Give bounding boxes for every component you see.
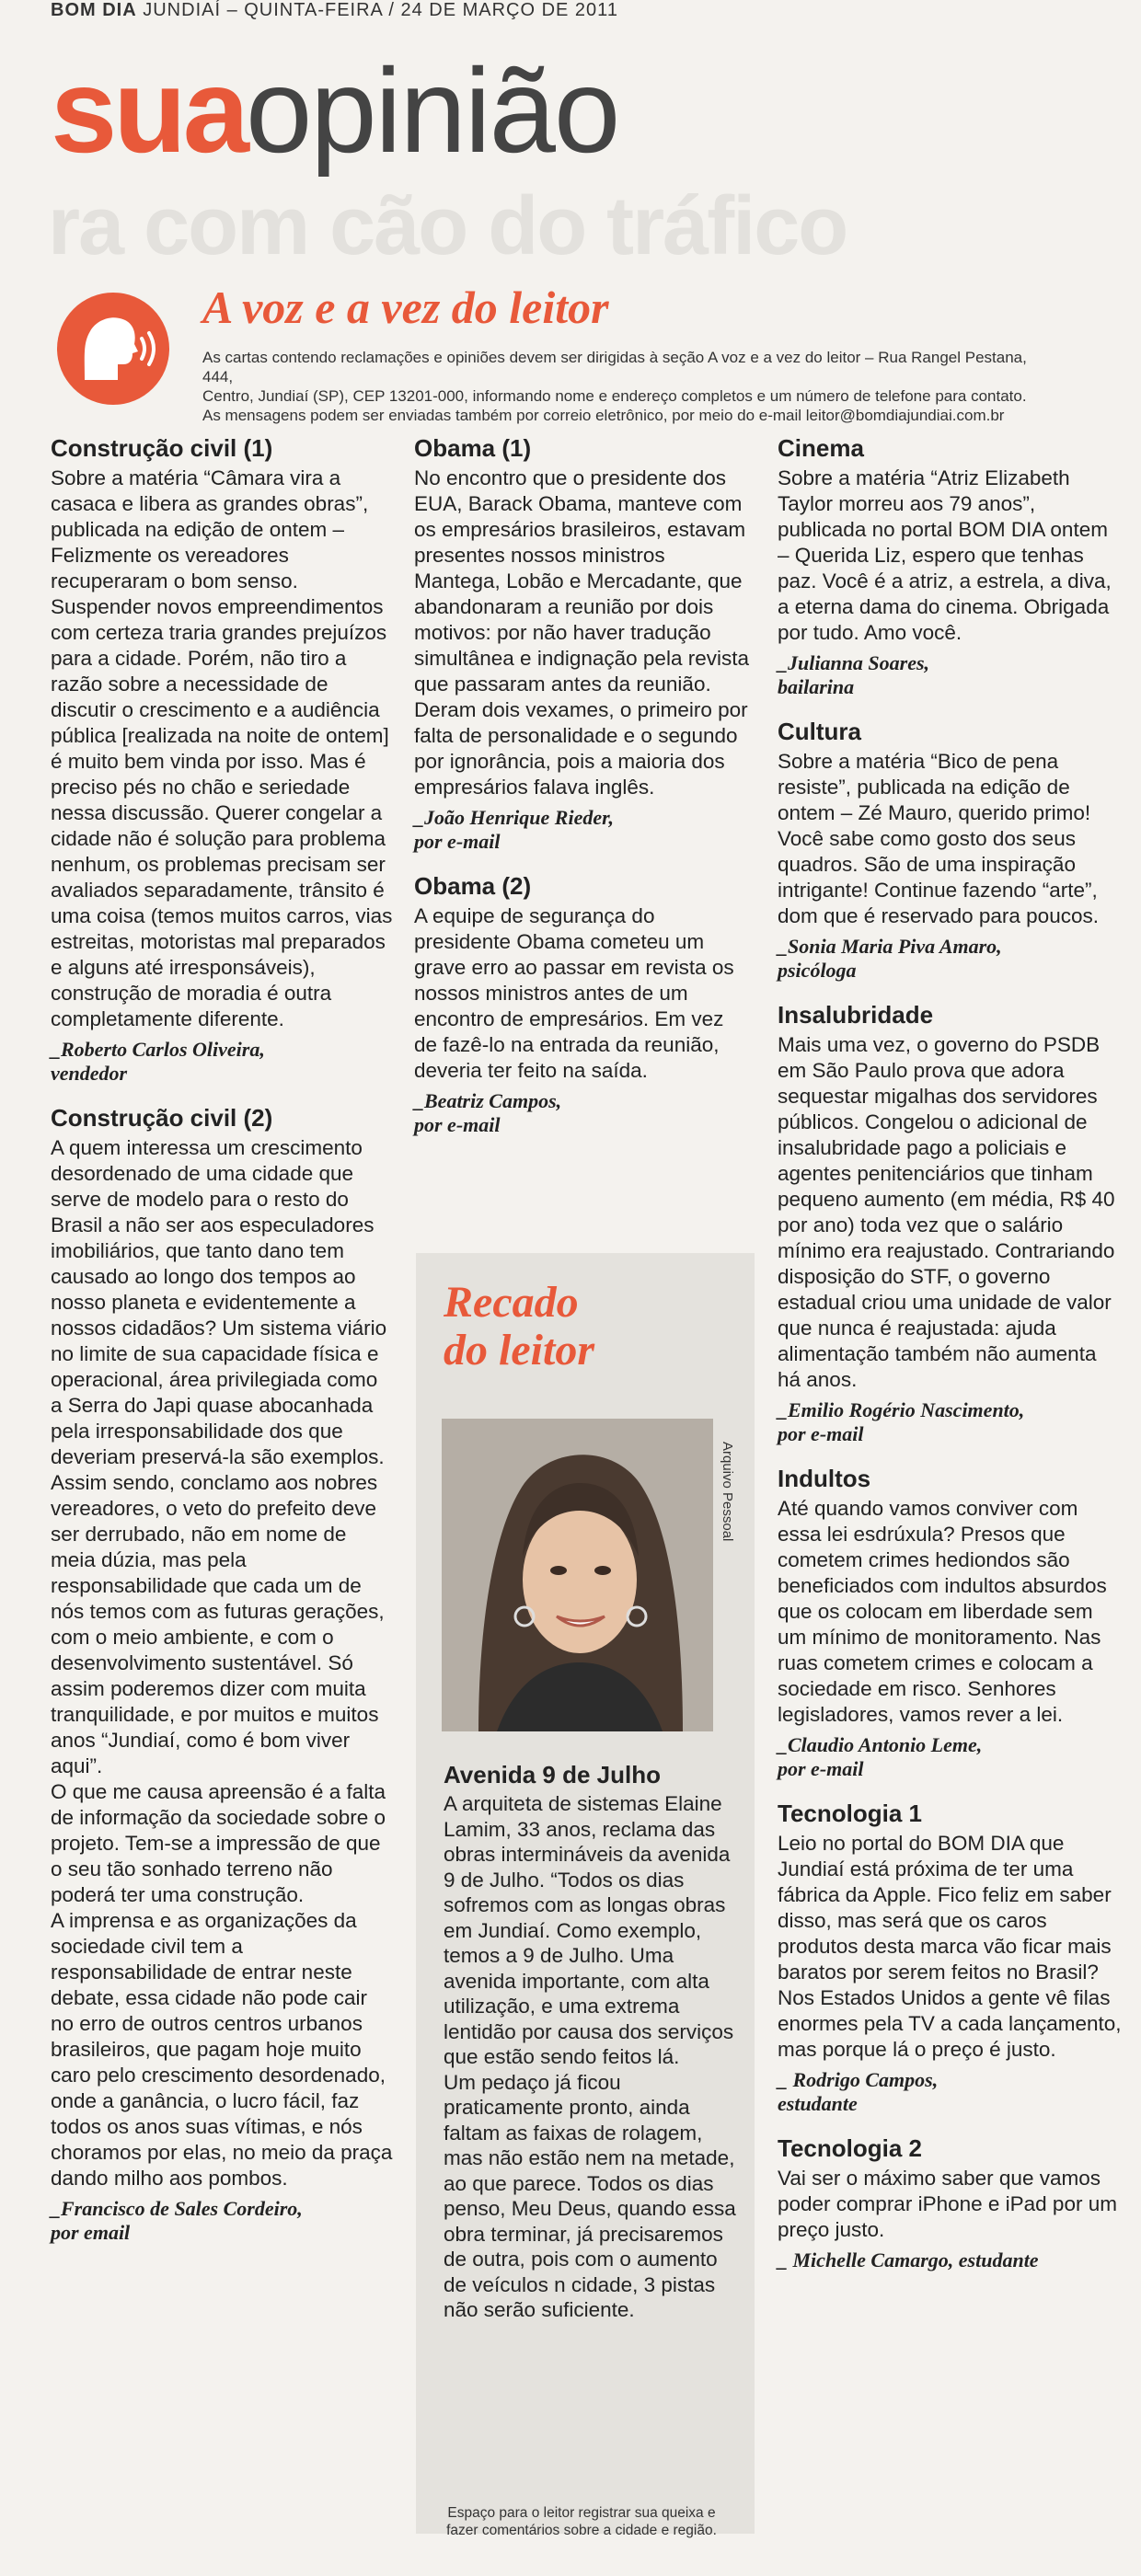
recado-title (444, 1279, 594, 1374)
column-right (778, 434, 1123, 2291)
letter-role: por e-mail (778, 1757, 864, 1780)
letter-body: A equipe de segurança do presidente Obama cometeu um grave erro ao passar em revista os nossos ministros antes de um encontro de empresários. Em vez de fazê-lo na entrada da reunião, deveria ter feito na saída. (414, 904, 734, 1082)
letter-body: Vai ser o máximo saber que vamos poder comprar iPhone e iPad por um preço justo. (778, 2167, 1117, 2241)
letter-role: estudante (778, 2092, 858, 2115)
column-middle (414, 434, 750, 1156)
recado-paragraph: A arquiteta de sistemas Elaine Lamim, 33 anos, reclama das obras intermináveis da avenida 9 de Julho. “Todos os dias sofremos com as longas obras em Jundiaí. Como exemplo, temos a 9 de Julho. Uma avenida importante, com alta utilização, e uma extrema lentidão por causa dos serviços que estão sendo feitos lá. (444, 1792, 734, 2068)
intro-line: Centro, Jundiaí (SP), CEP 13201-000, informando nome e endereço completos e um número de telefone para contato. (202, 387, 1027, 405)
letter-tecnologia-2 (778, 2134, 1123, 2272)
letter-author: _Emilio Rogério Nascimento, (778, 1398, 1025, 1421)
letter-body: Sobre a matéria “Bico de pena resiste”, publicada na edição de ontem – Zé Mauro, querido primo! Você sabe como gosto dos seus quadros. São de uma inspiração intrigante! Continue fazendo “arte”, dom que é reservado para poucos. (778, 750, 1099, 927)
masthead-dateline: JUNDIAÍ – QUINTA-FEIRA / 24 DE MARÇO DE 2011 (143, 0, 618, 20)
background-headline: ra com cão do tráfico (48, 180, 847, 272)
letter-indultos (778, 1465, 1123, 1781)
letter-construcao-civil-2 (51, 1104, 393, 2245)
section-title-sua: sua (51, 43, 247, 178)
letter-role: por e-mail (414, 1113, 501, 1136)
letter-title: Obama (1) (414, 434, 532, 462)
letter-construcao-civil-1 (51, 434, 393, 1086)
letter-title: Tecnologia 1 (778, 1800, 922, 1827)
speaking-head-icon (57, 293, 169, 405)
letter-title: Cinema (778, 434, 864, 462)
column-left (51, 434, 393, 2263)
letter-author: _Francisco de Sales Cordeiro, (51, 2197, 303, 2220)
intro-line: As mensagens podem ser enviadas também por correio eletrônico, por meio do e-mail leitor@bomdiajundiai.com.br (202, 407, 1005, 424)
letter-insalubridade (778, 1001, 1123, 1446)
letter-body: Mais uma vez, o governo do PSDB em São Paulo prova que adora sequestar migalhas dos servidores públicos. Congelou o adicional de insalubridade pago a policiais e agentes penitenciários que tinham pequeno aumento (em média, R$ 40 por ano) toda vez que o salário mínimo era reajustado. Contrariando disposição do STF, o governo estadual criou uma unidade de valor que nunca é reajustada: ajuda alimentação também não aumenta há anos. (778, 1033, 1115, 1391)
letter-author: _Beatriz Campos, (414, 1089, 562, 1112)
masthead-brand: BOM DIA (51, 0, 137, 20)
voz-leitor-title: A voz e a vez do leitor (202, 282, 609, 333)
letter-title: Obama (2) (414, 872, 532, 900)
voz-leitor-intro (202, 348, 1049, 425)
letter-role: estudante (958, 2248, 1039, 2271)
masthead (51, 0, 618, 21)
letter-body: A quem interessa um crescimento desordenado de uma cidade que serve de modelo para o resto do Brasil a não ser aos especuladores imobiliários, que tanto dano tem causado ao longo dos tempos ao nosso planeta e evidentemente a nossos cidadãos? Um sistema viário no limite de sua capacidade física e operacional, área privilegiada como a Serra do Japi quase abocanhada pela irresponsabilidade dos que deveriam preservá-la são exemplos. Assim sendo, conclamo aos nobres vereadores, o veto do prefeito deve ser derrubado, não em nome de meia dúzia, mas pela responsabilidade que cada um de nós temos com as futuras gerações, com o meio ambiente, e com o desenvolvimento sustentável. Só assim poderemos dizer com muita tranquilidade, e por muitos e muitos anos “Jundiaí, como é bom viver aqui”. (51, 1136, 387, 1777)
recado-do-leitor-box (416, 1253, 755, 2538)
letter-role: por email (51, 2221, 131, 2244)
section-title (51, 37, 618, 184)
reader-photo (442, 1419, 713, 1731)
letter-body: Sobre a matéria “Atriz Elizabeth Taylor morreu aos 79 anos”, publicada no portal BOM DIA ontem – Querida Liz, espero que tenhas paz. Você é a atriz, a estrela, a diva, a eterna dama do cinema. Obrigada por tudo. Amo você. (778, 466, 1112, 644)
letter-title: Tecnologia 2 (778, 2134, 922, 2162)
letter-body: Até quando vamos conviver com essa lei esdrúxula? Presos que cometem crimes hediondos são beneficiados com indultos absurdos que os colocam em liberdade sem um mínimo de monitoramento. Nas ruas cometem crimes e colocam a sociedade em risco. Senhores legisladores, vamos rever a lei. (778, 1497, 1107, 1726)
letter-title: Construção civil (1) (51, 434, 273, 462)
letter-author: _Roberto Carlos Oliveira, (51, 1038, 265, 1061)
letter-cultura (778, 718, 1123, 983)
letter-author-role (778, 2248, 1123, 2272)
letter-title: Construção civil (2) (51, 1104, 273, 1132)
letter-body: A imprensa e as organizações da sociedade civil tem a responsabilidade de entrar neste debate, essa cidade não pode cair no erro de outros centros urbanos brasileiros, que pagam hoje muito caro pelo crescimento desordenado, onde a ganância, o lucro fácil, faz todos os anos suas vítimas, e nós choramos por elas, no meio da praça dando milho aos pombos. (51, 1909, 393, 2190)
letter-title: Indultos (778, 1465, 871, 1492)
letter-tecnologia-1 (778, 1800, 1123, 2116)
letter-author: _Julianna Soares, (778, 651, 930, 674)
letter-body: O que me causa apreensão é a falta de informação da sociedade sobre o projeto. Tem-se a impressão de que o seu tão sonhado terreno não poderá ter uma construção. (51, 1780, 386, 1906)
letter-author: _Claudio Antonio Leme, (778, 1733, 983, 1756)
letter-obama-2 (414, 872, 750, 1137)
letter-body: No encontro que o presidente dos EUA, Barack Obama, manteve com os empresários brasileiros, estavam presentes nossos ministros Mantega, Lobão e Mercadante, que abandonaram a reunião por dois motivos: por não haver tradução simultânea e indignação pela revista que passaram antes da reunião. Deram dois vexames, o primeiro por falta de personalidade e o segundo por ignorância, pois a maioria dos empresários falava inglês. (414, 466, 749, 799)
letter-author: _ Rodrigo Campos, (778, 2068, 939, 2091)
recado-footer: Espaço para o leitor registrar sua queixa e fazer comentários sobre a cidade e região. (446, 2505, 717, 2538)
letter-body: Leio no portal do BOM DIA que Jundiaí está próxima de ter uma fábrica da Apple. Fico feliz em saber disso, mas será que os caros produtos desta marca vão ficar mais baratos por serem feitos no Brasil? Nos Estados Unidos a gente vê filas enormes pela TV a cada lançamento, mas porque lá o preço é justo. (778, 1832, 1122, 2061)
recado-headline: Avenida 9 de Julho (444, 1761, 661, 1788)
letter-obama-1 (414, 434, 750, 854)
letter-author: _Sonia Maria Piva Amaro, (778, 935, 1002, 958)
letter-title: Cultura (778, 718, 861, 745)
recado-title-line1: Recado (444, 1278, 579, 1327)
letter-title: Insalubridade (778, 1001, 934, 1029)
letter-role: psicóloga (778, 959, 857, 982)
recado-title-line2: do leitor (444, 1326, 594, 1374)
letter-author: _João Henrique Rieder, (414, 806, 614, 829)
letter-role: bailarina (778, 675, 855, 698)
letter-role: vendedor (51, 1062, 128, 1085)
letter-body: Sobre a matéria “Câmara vira a casaca e libera as grandes obras”, publicada na edição de ontem – Felizmente os vereadores recuperaram o bom senso. Suspender novos empreendimentos com certeza traria grandes prejuízos para a cidade. Porém, não tiro a razão sobre a necessidade de discutir o crescimento e a audiência pública [realizada na noite de ontem] é muito bem vinda por isso. Mas é preciso pés no chão e seriedade nessa discussão. Querer congelar a cidade não é solução para problema nenhum, os problemas precisam ser avaliados separadamente, trânsito é uma coisa (temos muitos carros, vias estreitas, motoristas mal preparados e alguns até irresponsáveis), construção de moradia é outra completamente diferente. (51, 466, 393, 1030)
intro-line: As cartas contendo reclamações e opiniões devem ser dirigidas à seção A voz e a vez do leitor – Rua Rangel Pestana, 444, (202, 349, 1027, 385)
recado-body (444, 1791, 743, 2323)
recado-paragraph: Um pedaço já ficou praticamente pronto, ainda faltam as faixas de rolagem, mas não estão nem na metade, ao que parece. Todos os dias penso, Meu Deus, quando essa obra terminar, já precisaremos de outra, pois com o aumento de veículos n cidade, 3 pistas não serão suficiente. (444, 2070, 736, 2321)
section-title-opiniao: opinião (246, 43, 619, 178)
letter-author: _ Michelle Camargo, (778, 2248, 954, 2271)
letter-cinema (778, 434, 1123, 699)
photo-credit: Arquivo Pessoal (720, 1442, 735, 1542)
letter-role: por e-mail (414, 830, 501, 853)
letter-role: por e-mail (778, 1422, 864, 1445)
